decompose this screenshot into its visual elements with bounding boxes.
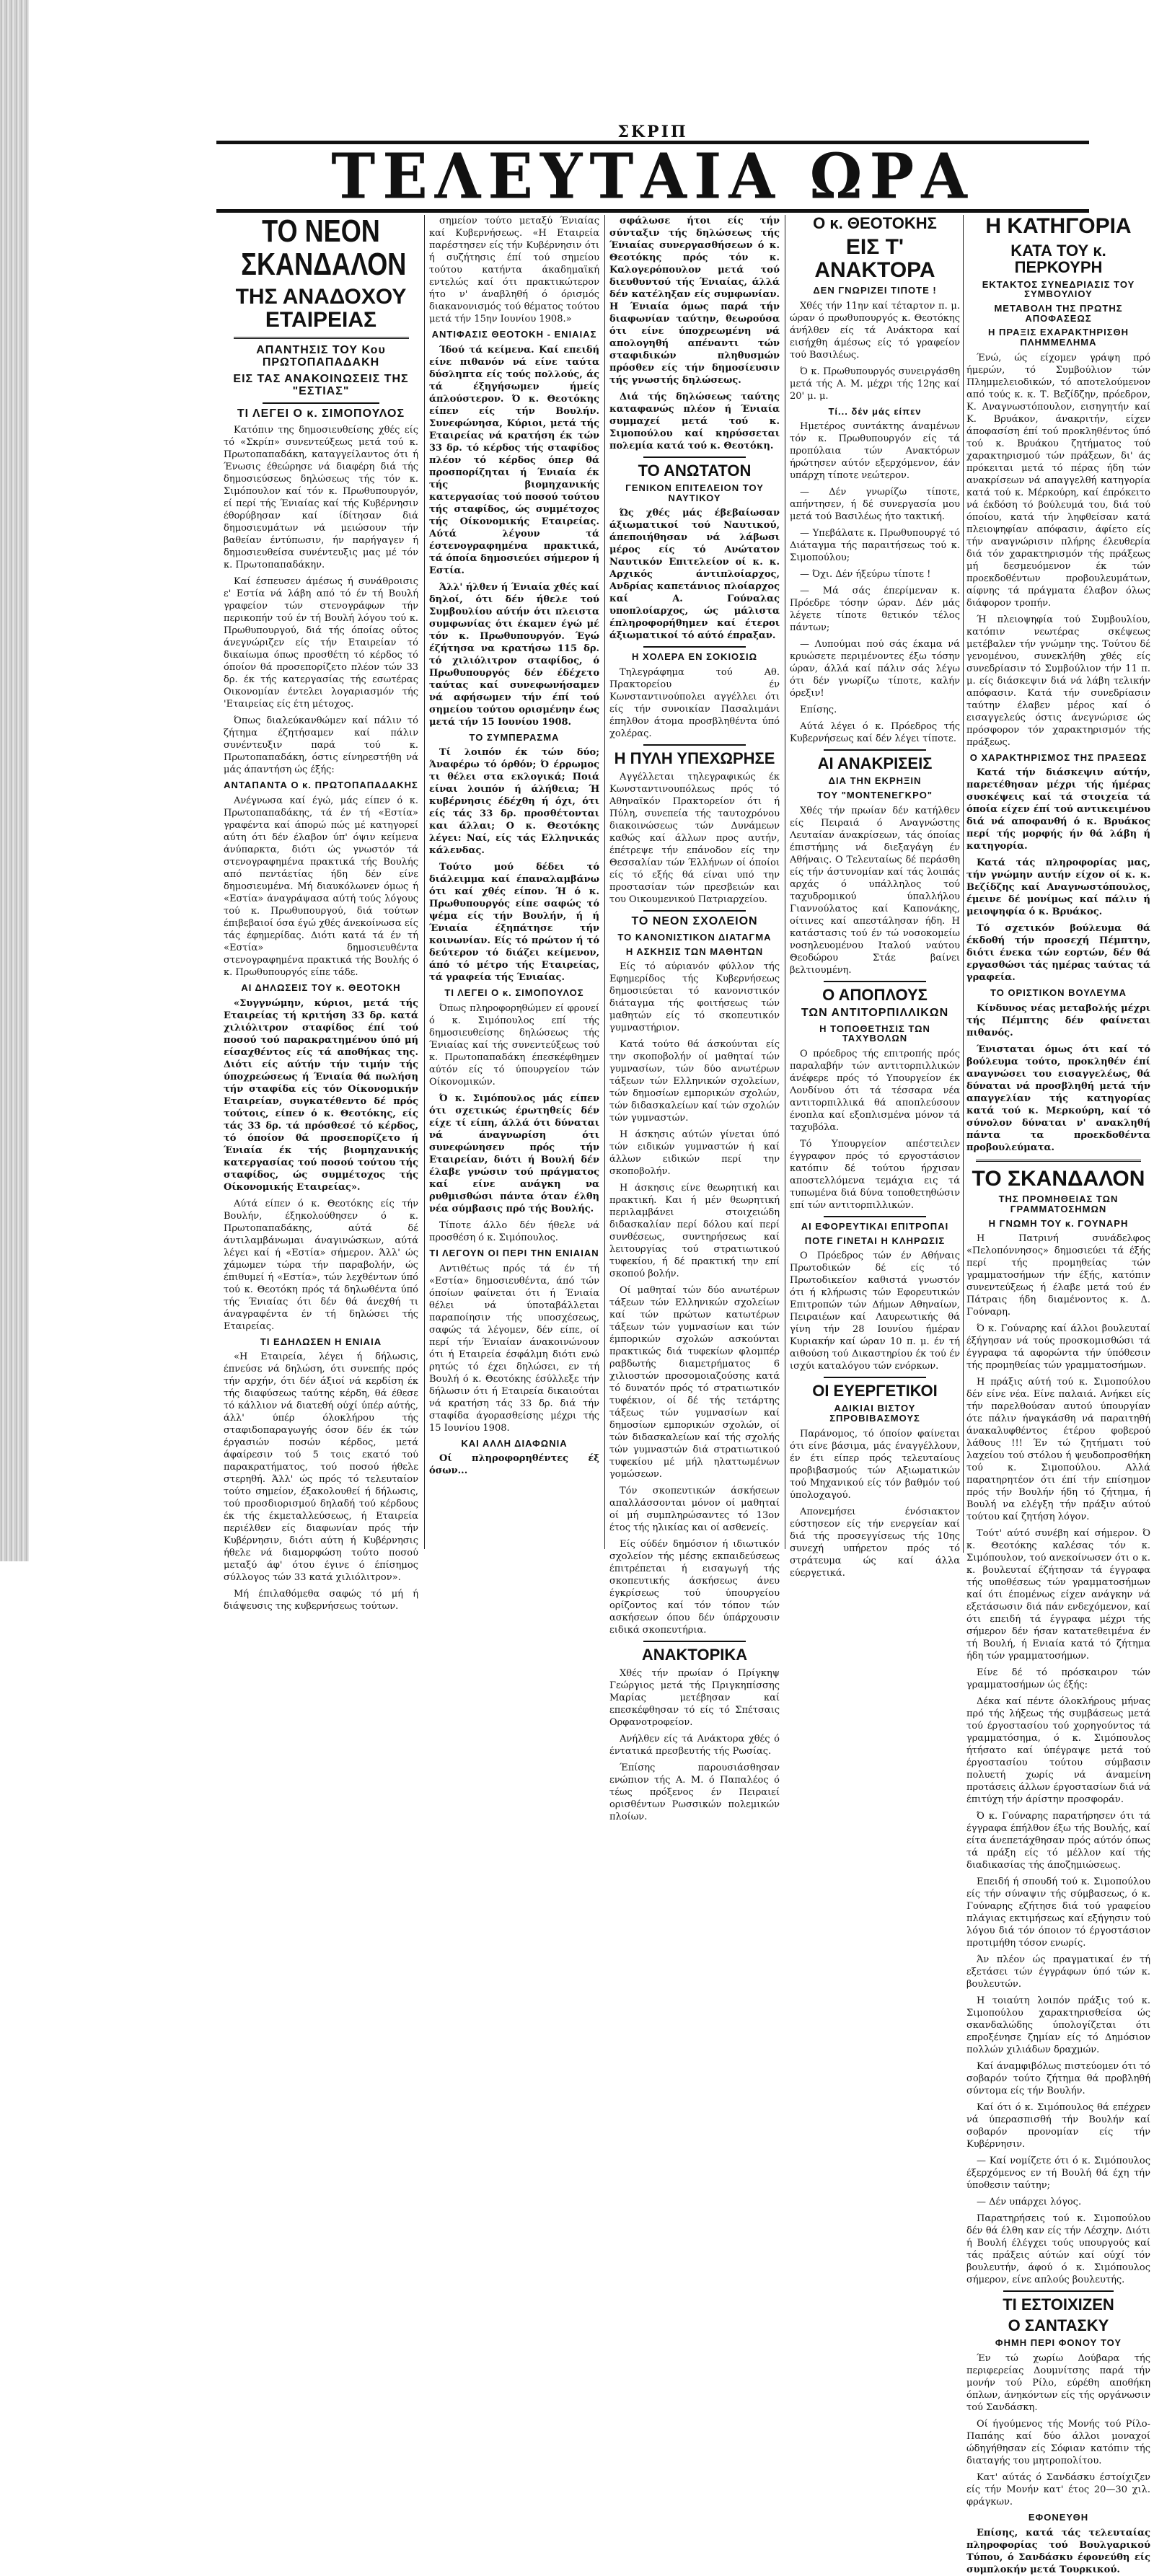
subhead: ΤΙ ΛΕΓΕΙ Ο κ. ΣΙΜΟΠΟΥΛΟΣ	[237, 407, 405, 420]
paragraph: Επειδή ή σπουδή τού κ. Σιμοπούλου είς τήν σύναψιν τής σύμβασεως, ό κ. Γούναρης εζήτησε διά τού γραφείου πλάγιας εκτιμήσεως καί εξήγησιν τού λόγου διά τόν όποιον τό έργοστάσιον προτιμήθη τόσον ενωρίς.	[966, 1876, 1150, 1949]
box-title: Ο ΧΑΡΑΚΤΗΡΙΣΜΟΣ ΤΗΣ ΠΡΑΞΕΩΣ	[969, 751, 1148, 763]
paragraph: Είς τό αύριανόν φύλλον τής Εφημερίδος τής Κυβερνήσεως δημοσιεύεται τό κανονιστικόν διάταγμα τής φοιτήσεως τών μαθητών είς τό σκοπευτικόν γυμναστήριον.	[609, 961, 780, 1034]
paragraph: Είνε δέ τό πρόσκαιρον τών γραμματοσήμων ώς έξής:	[966, 1667, 1150, 1691]
paragraph: Ο πρόεδρος τής επιτροπής πρός παραλαβήν τών αντιτορπιλλικών άνέφερε πρός τό Υπουργείον έκ Λονδίνου ότι τά τέσσαρα νέα αντιτορπιλλικά θά αποπλεύσουν ένοπλα καί εξοπλισμένα μόνον τά ταχυβόλα.	[790, 1048, 960, 1133]
subhead: ΤΗΣ ΠΡΟΜΗΘΕΙΑΣ ΤΩΝ ΓΡΑΜΜΑΤΟΣΗΜΩΝ	[998, 1194, 1119, 1214]
column-1	[224, 213, 418, 1613]
subhead: Η ΓΝΩΜΗ ΤΟΥ κ. ΓΟΥΝΑΡΗ	[988, 1217, 1129, 1229]
paragraph: Επίσης, κατά τάς τελευταίας πληροφορίας τού Βουλγαρικού Τύπου, ό Σανδάσκυ έφονεύθη είς συμπλοκήν μετά Τουρκικού.	[966, 2527, 1150, 2575]
subhead: ΑΝΤΙΦΑΣΙΣ ΘΕΟΤΟΚΗ - ΕΝΙΑΙΑΣ	[431, 329, 597, 340]
scan-edge	[0, 0, 29, 1561]
paragraph: Αντιθέτως πρός τά έν τή «Εστία» δημοσιευθέντα, άπό τών όποίων φαίνεται ότι ή Ένιαία θέλει νά ύποταβάλλεται παραποίησιν τής υποσχέσεως, σαφώς τά λέγομεν, δέν είπε, οί περί τήν Ένιαίαν άνακοινώνουν ότι ή Εταιρεία έσφάλμη διότι ενώ ρητώς τό έχει δηλώσει, εν τή Βουλή ό κ. Θεοτόκης έσύλλεξε τήν δήλωσιν ότι ή Εταιρεία δικαιούται νά κρατήση τάς 33 δρ. διά τήν σταφίδα άγορασθείσης μέχρι τής 15 Ιουνίου 1908.	[429, 1263, 599, 1434]
headline: ΑΙ ΕΦΟΡΕΥΤΙΚΑΙ ΕΠΙΤΡΟΠΑΙ	[801, 1220, 949, 1232]
paragraph: Ή πλειοψηφία τού Συμβουλίου, κατόπιν νεωτέρας σκέψεως μετέβαλεν τήν γνώμην της. Τούτου δέ γενομένου, συνεκλήθη χθές είς συνεδρίασιν τό Συμβούλιον τήν 11 π. μ. είς διάσκεψιν διά νά λάβη τελικήν απόφασιν. Κατά τήν συνεδρίασιν ταύτην έλαβεν μέρος καί ό εισαγγελεύς όστις άνεγνώρισε ώς πρόσφορον τόν χαρακτηρισμόν τής πράξεως.	[966, 614, 1150, 748]
banner-title: ΤΕΛΕΥΤΑΙΑ ΩΡΑ	[331, 140, 974, 213]
paragraph: Διά τής δηλώσεως ταύτης καταφανώς πλέον ή Ένιαία συμμαχεί μετά τού κ. Σιμοπούλου καί κηρύσσεται πολεμία κατά τού κ. Θεοτόκη.	[609, 392, 780, 451]
paragraph: Ένισταται όμως ότι καί τό βούλευμα τούτο, προκληθέν έπί αναγνώσει του εισαγγελέως, θά δύναται νά προσβληθή μετά τήν απαγγελίαν τής κατηγορίας κατά τού κ. Μερκούρη, καί τό σύνολον δύναται ν' ανακληθή πάντα τα προεκδοθέντα προβουλεύματα.	[966, 1044, 1150, 1153]
headline: Η ΧΟΛΕΡΑ ΕΝ ΣΟΚΙΟΣΙΩ	[631, 651, 757, 663]
paragraph: Οί μαθηταί τών δύο ανωτέρων τάξεων τών Ελληνικών σχολείων καί τών πρώτων κατωτέρων τάξεων τών γυμνασίων και τών έμπορικών σχολών ασκούνται πρακτικώς διά τυφεκίων φλομπέρ ραβδωτής διαμετρήματος 6 χιλιοστών προσομοιαζούσης κατά τό δυνατόν πρός τό στρατιωτικόν τυφέκιον, οί δέ τής τετάρτης τάξεως τών γυμνασίων καί δημοσίων εμπορικών σχολών, οί τών διδασκαλείων καί τής σχολής τών γυμναστών διά στρατιωτικού τυφεκίου μέ μήλ ηλαττωμένων γομώσεων.	[609, 1285, 780, 1481]
headline: ΤΟ ΣΚΑΝΔΑΛΟΝ	[972, 1166, 1145, 1191]
paragraph: Άν πλέον ώς πραγματικαί έν τή εξετάσει τών έγγράφων ύπό τών κ. βουλευτών.	[966, 1954, 1150, 1990]
divider	[824, 1377, 926, 1378]
paragraph: Αγγέλλεται τηλεγραφικώς έκ Κωνσταντινουπόλεως πρός τό Αθηναϊκόν Πρακτορείον ότι ή Πύλη, συνεπεία τής ταυτοχρόνου διακοινώσεως τών Δυνάμεων καθώς καί άλλων προς αυτήν, έπέτρεψε τήν επάνοδον είς την Θεσσαλίαν τών Έλλήνων οί όποίοι είς τό εξής θά είναι υπό την προστασίαν τών πρεσβειών και του Οικουμενικού Πατριαρχείου.	[609, 772, 780, 906]
paragraph: Χθές τήν πρωίαν δέν κατήλθεν είς Πειραιά ό Αναγνώστης Λευταίαν άνακρίσεων, τάς όποίας έπιστήμης νά διεξαγάγη έν Αθήναις. Ο Τελευταίως δέ περάσθη είς τήν άστυνομίαν καί τάς λοιπάς αρχάς ό υπάλληλος τού ταχυδρομικού ύπαλλήλου Γιαννούλατος καί Καπονάκης, οίτινες καί απεστάλησαν ήδη. Η κατάστασις τού έν τώ νοσοκομείω νοσηλευομένου Ιταλού ναύτου Θεοδώρου Στάε βαίνει βελτιουμένη.	[790, 805, 960, 976]
paragraph: Τόν σκοπευτικών άσκήσεων απαλλάσσονται μόνον οί μαθηταί οί μή συμπληρώσαντες τό 13ον έτος τής ηλικίας και οί ασθενείς.	[609, 1486, 780, 1534]
column-3	[609, 215, 780, 1823]
paragraph: Τό σχετικόν βούλευμα θά έκδοθή τήν προσεχή Πέμπτην, διότι ένεκα τών εορτών, δέν θά εργασθώσι τάς ημέρας ταύτας τά γραφεία.	[966, 923, 1150, 984]
paragraph: Τί λοιπόν έκ τών δύο; Άναφέρω τό όρθόν; Ό έρρωμος τι θέλει στα εκλογικά; Ποιά είναι λοιπόν ή άλήθεια; Ή κυβέρνησις έδέχθη ή όχι, ότι είς τάς 33 δρ. προσθέτονται και άλλαι; Ο κ. Θεοτόκης λέγει: Ναί, είς τάς Ελληνικάς κάλενδας.	[429, 747, 599, 857]
divider	[824, 749, 926, 751]
paragraph: — Όχι. Δέν ήξεύρω τίποτε !	[800, 569, 931, 581]
paragraph: Οί ήγούμενος τής Μονής τού Ρίλο-Παπάης καί δύο άλλοι μοναχοί ώδηγήθησαν είς Σόφιαν κατόπιν τής διαταγής του μητροπολίτου.	[966, 2419, 1150, 2467]
subhead: ΤΙ ΛΕΓΕΙ Ο κ. ΣΙΜΟΠΟΥΛΟΣ	[444, 987, 584, 999]
paragraph: Όπως πληροφορηθώμεν εί φρονεί ό κ. Σιμόπουλος επί τής δημοσιευθείσης δηλώσεως τής Ένιαίας καί τής συνεντεύξεως τού κ. Πρωτοπαπαδάκη έπεσκέφθημεν αύτόν είς τό ύπουργείον τών Οίκονομικών.	[429, 1002, 599, 1088]
paragraph: Τίποτε άλλο δέν ήθελε νά προσθέση ό κ. Σιμόπουλος.	[429, 1219, 599, 1243]
paragraph: Τούτ' αύτό συνέβη καί σήμερον. Ό κ. Θεοτόκης καλέσας τόν κ. Σιμόπουλον, τού ανεκοίνωσεν ότι ο κ. κ. βουλευταί έζήτησαν τά έγγραφα τής υποθέσεως τών γραμματοσήμων καί ότι έπομένως είχεν ανάγκην νά εξετάσωσιν διά πάν ενδεχόμενον, καί ότι επειδή τά έγγραφα μέχρι τής σήμερον δέν ήσαν κατατεθειμένα έν τή Βουλή, ή Ενιαία κατά τό ζήτημα ήδη τών γραμματοσήμων.	[966, 1528, 1150, 1662]
paragraph: Ημετέρος συντάκτης άναμένων τόν κ. Πρωθυπουργόν είς τά προπύλαια τών Ανακτόρων ήρώτησεν αύτόν εξερχόμενον, έάν υπάρχη τίποτε νεώτερον.	[790, 421, 960, 482]
paragraph: Κατά τούτο θά άσκούνται είς την σκοποβολήν οί μαθηταί τών γυμνασίων, τών δύο ανωτέρων τάξεων τών Ελληνικών σχολείων, τών δημοσίων εμπορικών σχολών, τών διδασκαλείων καί τών σχολών τών γυμναστών.	[609, 1039, 780, 1124]
paragraph: Ίδού τά κείμενα. Καί επειδή είνε πιθανόν νά είνε ταύτα δύσληπτα είς τούς πολλούς, άς τά έξηγήσωμεν ήμείς άπλούστερον. Ό κ. Θεοτόκης είπεν είς τήν Βουλήν. Συνεφώνησα, Κύριοι, μετά τής Εταιρείας νά κρατήση έκ τών 33 δρ. τό κέρδος τής σταφίδος πλέον τό κέρδος όπερ θά προσπορίζηται ή Ένιαία έκ τής βιομηχανικής κατεργασίας τού ποσού τούτου τής σταφίδος, ώς συμμέτοχος τής Οίκονομικής Εταιρείας. Αύτά λέγουν τά έστενογραφημένα πρακτικά, τά όποία δημοσιεύει σήμερον ή Εστία.	[429, 344, 599, 576]
paragraph: Καί έσπευσεν άμέσως ή συνάθροισις ε' Εστία νά λάβη από τό έν τή Βουλή γραφείον τών στενογράφων τήν περικοπήν τού έν τή Βουλή λόγου τού κ. Πρωθυπουργού, διά τής όποίας οΰτος άνεγνώριζεν είς τήν Εταιρείαν τό δικαίωμα όπως προσθέτη τό κέρδος τό όποίον θά προσεπορίζετο πλέον τών 33 δρ. έκ τής κατεργασίας τής εσωτέρας Οικονομίαν έντελει λογαριασμόν τής 'Εταιρείας είς έτη μέτοχος.	[224, 576, 418, 710]
divider	[1003, 2290, 1114, 2292]
subhead: ΑΙ ΔΗΛΩΣΕΙΣ ΤΟΥ κ. ΘΕΟΤΟΚΗ	[241, 982, 401, 993]
headline: Ο κ. ΘΕΟΤΟΚΗΣ	[813, 214, 937, 232]
subhead: Η ΤΟΠΟΘΕΤΗΣΙΣ ΤΩΝ ΤΑΧΥΒΟΛΩΝ	[819, 1023, 930, 1044]
subhead: ΤΙ ΛΕΓΟΥΝ ΟΙ ΠΕΡΙ ΤΗΝ ΕΝΙΑΙΑΝ	[429, 1247, 599, 1258]
paragraph: σφάλωσε ήτοι είς τήν σύνταξιν τής δηλώσεως τής Ένιαίας συνεργασθήσεων ό κ. Θεοτόκης πρός τόν κ. Καλογερόπουλον μετά τού διευθυντού τής Ένιαίας, άλλά δέν κατέληξαν είς συμφωνίαν. Η Ένιαία όμως παρά τήν διαφωνίαν ταύτην, θεωρούσα ότι είνε ύποχρεωμένη νά απολογηθή απέναντι τών σταφιδικών πληθυσμών πρόσθεν είς τήν δημοσίευσιν τής γνωστής δηλώσεως.	[609, 216, 780, 386]
subhead: ΑΔΙΚΙΑΙ ΒΙΣΤΟΥ ΣΠΡΟΒΙΒΑΣΜΟΥΣ	[829, 1403, 920, 1424]
banner	[216, 141, 1089, 213]
paragraph: Η άσκησις είνε θεωρητική και πρακτική. Και ή μέν θεωρητική περιλαμβάνει στοιχειώδη διδασκαλίαν περί δόλου καί περί συνθέσεως, συντηρήσεως καί λειτουργίας τού στρατιωτικού τυφεκίου, ή δέ πρακτική την επί σκοπού βολήν.	[609, 1183, 780, 1280]
paragraph: Κατ' αύτάς ό Σανδάσκυ έστοίχιζεν είς τήν Μονήν κατ' έτος 20—30 χιλ. φράγκων.	[966, 2472, 1150, 2508]
paragraph: Η άσκησις αύτών γίνεται ύπό τών ειδικών γυμναστών ή καί άλλων ειδικών περί την σκοποβολήν.	[609, 1129, 780, 1178]
paragraph: Όπως διαλεύκανθώμεν καί πάλιν τό ζήτημα έζητήσαμεν καί πάλιν συνέντευξιν παρά τού κ. Πρωτοπαπαδάκη, όστις είνηρεστήθη νά μάς άπαντήση ώς έξής:	[224, 715, 418, 776]
paragraph: Ό κ. Γούναρης καί άλλοι βουλευταί έξήγησαν νά τούς προσκομισθώσι τά έγγραφα τά αφορώντα τήν ύπόθεσιν τής προμηθείας τών γραμματοσήμων.	[966, 1323, 1150, 1372]
paragraph: Τό Υπουργείον απέστειλεν έγγραφον πρός τό εργοστάσιον κατόπιν δέ τούτου ήρχισαν αποστελλόμενα τεμάχια εις τά τυπωμένα διά δύνα τοποθετηθώσιν επί τών αντιτορπιλλικών.	[790, 1138, 960, 1211]
column-2	[429, 215, 599, 1553]
paragraph: Κατά τάς πληροφορίας μας, τήν γνώμην αυτήν είχον οί κ. κ. Βεζίδζης καί Αναγνωστόπουλος, έμεινε δέ μονίμως καί πάλιν ή μειοψηφία ό κ. Βρυάκος.	[966, 857, 1150, 918]
paragraph: Έπίσης παρουσιάσθησαν ενώπιον τής Α. Μ. ό Παπαλέος ό τέως πρόξενος έν Πειραιεί ορισθέντων Ρωσσικών πολεμικών πλοίων.	[609, 1763, 780, 1823]
masthead	[216, 123, 1089, 141]
headline: ΤΙ ΕΣΤΟΙΧΙΖΕΝ	[1003, 2295, 1114, 2314]
paragraph: — Υπεβάλατε κ. Πρωθυπουργέ τό Διάταγμα τής παραιτήσεως τού κ. Σιμοπούλου;	[790, 528, 960, 564]
paragraph: Τηλεγράφημα τού Αθ. Πρακτορείου έν Κωνσταντινούπολει αγγέλλει ότι είς τήν συνοικίαν Πασαλιμάνι έπηλθον άτομα προσβληθέντα ύπό χολέρας.	[609, 667, 780, 740]
paper-name: ΣΚΡΙΠ	[617, 123, 688, 141]
paragraph: — Δέν γνωρίζω τίποτε, απήντησεν, ή δέ συνεργασία μου μετά τού Βασιλέως ήτο τακτική.	[790, 487, 960, 523]
subhead: ΑΠΑΝΤΗΣΙΣ ΤΟΥ Κου ΠΡΩΤΟΠΑΠΑΔΑΚΗ	[256, 344, 386, 369]
paragraph: Κατόπιν της δημοσιευθείσης χθές είς τό «Σκρίπ» συνεντεύξεως μετά τού κ. Πρωτοπαπαδάκη, καταγγείλαντος ότι ή Ένωσις έθεώρησε νά διαφέρη διά τής δημοσιεύσεως δηλώσεως τής τόν κ. Σιμόπουλον καί τόν κ. Πρωθυπουργόν, εί περί τής Ένιαίας καί τής Κυβέρνησιν έθορύβησαν καί ίδίτησαν διά δημοσιευμάτων νά μειώσουν τήν βαθείαν έντύπωσιν, ήν παρήγαγεν ή δημοσιευθείσα συνέντευξις μας μέ τόν κ. Πρωτοπαπαδάκην.	[224, 425, 418, 571]
paragraph: Ό κ. Σιμόπουλος μάς είπεν ότι σχετικώς έρωτηθείς δέν είχε τί είπη, άλλά ότι δύναται νά άναγνωρίση ότι συνεφώνησεν πρός τήν Εταιρείαν, διότι ή Βουλή δέν έλαβε γνώσιν τού πράγματος καί είνε ανάγκη να ρυθμισθώσι πάντα όταν έλθη νέα σύμβασις πρό τής Βουλής.	[429, 1093, 599, 1214]
column-rule	[963, 215, 964, 1553]
divider	[643, 646, 746, 648]
column-4	[790, 214, 960, 1579]
divider	[643, 1641, 746, 1642]
headline: ΤΟ ΑΝΩΤΑΤΟΝ	[638, 462, 752, 480]
subhead: ΤΟ ΟΡΙΣΤΙΚΟΝ ΒΟΥΛΕΥΜΑ	[990, 987, 1127, 999]
headline: ΤΩΝ ΑΝΤΙΤΟΡΠΙΛΛΙΚΩΝ	[801, 1006, 949, 1019]
subhead: ΓΕΝΙΚΟΝ ΕΠΙΤΕΛΕΙΟΝ ΤΟΥ ΝΑΥΤΙΚΟΥ	[625, 482, 764, 503]
headline: ΑΙ ΑΝΑΚΡΙΣΕΙΣ	[817, 754, 933, 773]
paragraph: Ό κ. Γούναρης παρατήρησεν ότι τά έγγραφα έπήλθον έξω τής Βουλής, καί είτα άνεπετάχθησαν πρός αύτόν όπως τά πράξη είς τό μέλλον καί τής διαδικασίας τής άποζημιώσεως.	[966, 1811, 1150, 1871]
subhead: ΕΚΤΑΚΤΟΣ ΣΥΝΕΔΡΙΑΣΙΣ ΤΟΥ ΣΥΜΒΟΥΛΙΟΥ	[982, 278, 1135, 300]
paragraph: Απονεμήσει ένόσιακτον εύστησεον είς τήν ενεργείαν καί διά τής προσεγγίσεως τής 10ης συνεχή υπήρετον πρός τό στράτευμα ώς καί άλλα εύεργετικά.	[790, 1506, 960, 1579]
paragraph: — Μά σάς έπερίμεναν κ. Πρόεδρε τόσην ώραν. Δέν μάς λέγετε τίποτε θετικόν τέλος πάντων;	[790, 586, 960, 634]
subhead: ΤΟ ΚΑΝΟΝΙΣΤΙΚΟΝ ΔΙΑΤΑΓΜΑ	[617, 931, 772, 943]
headline: Ο ΣΑΝΤΑΣΚΥ	[1008, 2316, 1109, 2335]
paragraph: Ένώ, ώς είχομεν γράψη πρό ήμερών, τό Συμβούλιον τών Πλημμελειοδικών, τό αποτελούμενον από τούς κ. κ. Τ. Βεζίδζην, πρόεδρον, Κ. Αναγνωστόπουλον, εισηγητήν καί Κ. Βρυάκον, άνακριτήν, είχεν άποφασίση έπί τού προκληθέντος ύπό τού κ. Βρυάκου ζητήματος τού χαρακτηρισμού τών πράξεων, δι' άς πρόκειται μετά τό πέρας ήδη τών ανακρίσεων νά απαγγελθή κατηγορία κατά τού κ. Μέρκούρη, καί έπρόκειτο νά έκδόση τό βούλευμά του, διά τού όποίου, κατά τήν ληφθείσαν κατά πλειοψηφίαν απόφασιν, άφίετο είς τήν αναγνώρισιν πλήρης έλευθερία διά τόν χαρακτηρισμόν τής πράξεως μή δεσμευόμενον έκ τών προεκδοθέντων προβουλευμάτων, αίφνης τά πράγματα έλαβον όλως διάφορον τροπήν.	[966, 352, 1150, 609]
paragraph: Η τοιαύτη λοιπόν πράξις τού κ. Σιμοπούλου χαρακτηρισθείσα ώς σκανδαλώδης ύπολογίζεται ότι επροξένησε ζημίαν είς τό Δημόσιον πολλών χιλιάδων δραχμών.	[966, 1995, 1150, 2056]
paragraph: Κίνδυνος νέας μεταβολής μέχρι τής Πέμπτης δέν φαίνεται πιθανός.	[966, 1002, 1150, 1038]
subhead: Τί... δέν μάς είπεν	[828, 405, 922, 417]
subhead: ΦΗΜΗ ΠΕΡΙ ΦΟΝΟΥ ΤΟΥ	[995, 2337, 1122, 2349]
subhead: ΔΕΝ ΓΝΩΡΙΖΕΙ ΤΙΠΟΤΕ !	[813, 285, 937, 296]
headline: Η ΠΥΛΗ ΥΠΕΧΩΡΗΣΕ	[614, 749, 775, 768]
paragraph: — Λυπούμαι πού σάς έκαμα νά κρυώσετε περιμένοντες έξω τόσην ώραν, άλλά καί πάλιν σάς λέγω ότι δέν γνωρίζω τίποτε, καλήν όρεξιν!	[790, 639, 960, 700]
paragraph: σημείον τούτο μεταξύ Ένιαίας καί Κυβερνήσεως. «Η Εταιρεία παρέστησεν είς τήν Κυβέρνησιν ότι ή συζήτησις έπί τού σημείου τούτου κατήντα άκαδημαϊκή εντελώς καί ότι πρακτικώτερον ήτο ν' άναβληθή ό όρισμός διακανονισμός τού θέματος τούτου μετά τήν 15ην Ιουνίου 1908.»	[429, 216, 599, 325]
paragraph: Καί ότι ό κ. Σιμόπουλος θά επέχρεν νά ύπερασπισθή τήν Βουλήν καί σοβαρόν προνομίαν είς τήν Κυβέρνησιν.	[966, 2102, 1150, 2151]
divider	[263, 402, 379, 404]
headline: ΤΗΣ ΑΝΑΔΟΧΟΥ ΕΤΑΙΡΕΙΑΣ	[235, 285, 407, 332]
paragraph: Επίσης.	[800, 705, 837, 716]
paragraph: Καί άναμφιβόλως πιστεύομεν ότι τό σοβαρόν τούτο ζήτημα θά προβληθή σύντομα είς τήν Βουλήν.	[966, 2061, 1150, 2097]
paragraph: Μή έπιλαθόμεθα σαφώς τό μή ή διάψευσις της κυβερνήσεως τούτων.	[224, 1589, 418, 1613]
subhead: ΕΙΣ ΤΑΣ ΑΝΑΚΟΙΝΩΣΕΙΣ ΤΗΣ "ΕΣΤΙΑΣ"	[233, 372, 409, 397]
paragraph: Παρατηρήσεις τού κ. Σιμοπούλου δέν θά έλθη καν είς τήν Λέσχην. Διότι ή Βουλή έλέγχει τούς υπουργούς καί τάς πράξεις αύτών καί ούχί τόν βουλευτήν, άφού ό κ. Σιμόπουλος σήμερον, είνε απλούς βουλευτής.	[966, 2213, 1150, 2286]
subhead: ΑΝΤΑΠΑΝΤΑ Ο κ. ΠΡΩΤΟΠΑΠΑΔΑΚΗΣ	[224, 780, 418, 791]
divider	[643, 456, 746, 458]
subhead: ΤΙ ΕΔΗΛΩΣΕΝ Η ΕΝΙΑΙΑ	[260, 1336, 382, 1347]
headline: Ο ΑΠΟΠΛΟΥΣ	[822, 985, 928, 1004]
paragraph: Τούτο μού δέδει τό διάλειμμα καί έπαναλαμβάνω ότι καί χθές είπον. Ή ό κ. Πρωθυπουργός είπε σαφώς τό ψέμα είς τήν Βουλήν, ή ή Ένιαία έξηπάτησε τήν κοινωνίαν. Είς τό πρώτον ή τό δεύτερον τό διάζει κείμενον, άπό τό μέτρο τής Εταιρείας, τά γραφεία τής Ένιαίας.	[429, 862, 599, 984]
paragraph: Η πράξις αύτή τού κ. Σιμοπούλου δέν είνε νέα. Είνε παλαιά. Ανήκει είς τήν παρελθούσαν αυτού ύπουργίαν ότε πάλιν ήναγκάσθη νά παραιτηθή άνακαλυφθέντος έτέρου φοβερού λάθους !!! Έν τώ ζητήματι τού λαχείου τού στόλου ή ψευδοπροσθήκη τού κ. Σιμοπούλου. Αλλά παρατηρητέον ότι έπί τήν επίσημον πρός τήν Βουλήν ήδη τό ζήτημα, ή Βουλή να ελέγξη τήν πράξιν αύτού τούτου καί ζητήση λόγον.	[966, 1377, 1150, 1523]
paragraph: Η Πατρινή συνάδελφος «Πελοπόννησος» δημοσιεύει τά έξής περί τής προμηθείας τών γραμματοσήμων τήν έξής, κατόπιν συνεντεύξεως ή έλαβε μετά τού έν Πάτραις ήδη διαμένοντος κ. Δ. Γούναρη.	[966, 1233, 1150, 1318]
paragraph: Κατά τήν διάσκεψιν αύτήν, παρετέθησαν μέχρι τής ήμέρας συσκέψεις καί τά στοιχεία τά όποία είχεν έπί τού αντικειμένου διά νά αποφανθή ό κ. Βρυάκος περί τής μορφής ήν θά λάβη ή κατηγορία.	[966, 767, 1150, 852]
paragraph: Αύτά είπεν ό κ. Θεοτόκης είς τήν Βουλήν, έξηκολούθησεν ό κ. Πρωτοπαπαδάκης, αύτά δέ άντιλαμβάνωμαι άναγινώσκων, αύτά λέγει καί ή «Εστία» σήμερον. Άλλ' ώς χάμωμεν τώρα τήν παραβολήν, ώς έπιθυμεί ή «Εστία», τών λεχθέντων ύπό τού κ. Θεοτόκη πρός τά δηλωθέντα ύπό τής Ένιαίας ότι δέν θά άνεχθή τι άναγραφέντα έν τή δηλώσει τής Εταιρείας.	[224, 1198, 418, 1332]
paragraph: Ώς χθές μάς έβεβαίωσαν άξιωματικοί τού Ναυτικού, άπεποιήθησαν νά λάβωσι μέρος είς τό Ανώτατον Ναυτικόν Επιτελείον οί κ. κ. Αρχικός άντιπλοίαρχος, Ανδρίας καπετάνιος πλοίαρχος καί Α. Γούναλας υποπλοίαρχος, ώς μάλιστα έπληροφορήθημεν καί έτεροι άξιωματικοί τό αύτό έπραξαν.	[609, 508, 780, 642]
paragraph: «Η Εταιρεία, λέγει ή δήλωσις, έπνεύσε νά δηλώση, ότι συνεπής πρός τήν αρχήν, ότι δέν άξιοί νά κερδίση έκ τής διαφύσεως ταύτης κέρδη, θά έθεσε τό κάλλιον νά διατεθή ούχί ύπέρ αύτής, άλλ' ύπέρ όλοκλήρου τής σταφιδοπαραγωγής όσον δέν έκ τών έργασιών ποσών κέρδος, μετά άφαίρεσιν τού 5 τοις εκατό τού παρακρατήματος, τού ποσού ήθελε στερηθή. Άλλ' ώς πρός τό τελευταίον τούτο σημείον, έξακολουθεί ή δήλωσις, τού προσδιορισμού δηλαδή τού κέρδους έκ τής έκμεταλλεύσεως, ή Εταιρεία περιέλθεν είς διαφωνίαν πρός τήν Κυβέρνησιν, διότι αύτη ή Κυβέρνησις ήθελε νά διαμορφώση τούτο ποσού μεταξύ άφ' ότου έγινε ό έπίσημος σύλλογος τών 33 κατά χιλιόλιτρον».	[224, 1351, 418, 1584]
paragraph: Άλλ' ήλθεν ή Ένιαία χθές καί δηλοί, ότι δέν ήθελε τού Συμβουλίου αύτήν ότι πλειστα συμφωνίας ότι έκαμεν έγώ μέ τόν κ. Πρωθυπουργόν. Έγώ έζήτησα να κρατήσω 115 δρ. τό χιλιόλιτρον σταφίδος, ό Πρωθυπουργός δέν έδέχετο ταύτας καί συνεφωνήσαμεν νά αφήσωμεν τήν έπί τού σημείου τούτου ορισμένην έως μετά τήν 15 Ιουνίου 1908.	[429, 581, 599, 728]
paragraph: Ό κ. Πρωθυπουργός συνειργάσθη μετά τής Α. Μ. μέχρι τής 12ης καί 20' μ. μ.	[790, 366, 960, 402]
paragraph: Ο Πρόεδρος τών έν Αθήναις Πρωτοδικών δέ είς τό Πρωτοδικείον καθιστά γνωστόν ότι ή κλήρωσις τών Εφορευτικών Επιτροπών τών Δήμων Αθηναίων, Πειραιέων καί Λαυρεωτικής θά γίνη τήν 28 Ιουνίου ήμέραν Κυριακήν καί ώραν 10 π. μ. έν τή αιθούση τού Δικαστηρίου έκ τού έν ισχύι καταλόγου τών ενόρκων.	[790, 1250, 960, 1372]
paragraph: Ανήλθεν είς τά Ανάκτορα χθές ό έντατικά πρεσβευτής τής Ρωσίας.	[609, 1734, 780, 1757]
subhead: Η ΑΣΚΗΣΙΣ ΤΩΝ ΜΑΘΗΤΩΝ	[625, 945, 764, 957]
paragraph: Παράνομος, τό όποίον φαίνεται ότι είνε βάσιμα, μάς έναγγέλλουν, έν έτι είπερ πρός τελευταίους προβιβασμούς τών Αξιωματικών τού Μηχανικού είς τόν βαθμόν τού ύπολοχαγού.	[790, 1428, 960, 1501]
subhead: ΔΙΑ ΤΗΝ ΕΚΡΗΞΙΝ	[828, 775, 922, 787]
subhead: ΤΟΥ "ΜΟΝΤΕΝΕΓΚΡΟ"	[816, 790, 933, 801]
divider	[643, 744, 746, 746]
paragraph: Χθές τήν πρωίαν ό Πρίγκηψ Γεώργιος μετά τής Πριγκηπίσσης Μαρίας μετέβησαν καί επεσκέφθησαν τό είς τό Σπέτσαις Ορφανοτροφείον.	[609, 1668, 780, 1729]
headline: Η ΚΑΤΗΓΟΡΙΑ	[985, 214, 1132, 238]
subhead: ΚΑΙ ΑΛΛΗ ΔΙΑΦΩΝΙΑ	[461, 1437, 568, 1449]
subhead: ΠΟΤΕ ΓΙΝΕΤΑΙ Η ΚΛΗΡΩΣΙΣ	[804, 1235, 946, 1246]
subhead: Η ΠΡΑΞΙΣ ΕΧΑΡΑΚΤΗΡΙΣΘΗ ΠΛΗΜΜΕΛΗΜΑ	[988, 327, 1129, 348]
headline: ΟΙ ΕΥΕΡΓΕΤΙΚΟΙ	[812, 1382, 938, 1401]
headline: ΑΝΑΚΤΟΡΙΚΑ	[641, 1646, 748, 1664]
headline: ΕΙΣ Τ' ΑΝΑΚΤΟΡΑ	[814, 235, 935, 282]
divider	[643, 910, 746, 912]
divider	[824, 981, 926, 982]
column-5	[966, 214, 1150, 2575]
paragraph: Αύτά λέγει ό κ. Πρόεδρος τής Κυβερνήσεως καί δέν λέγει τίποτε.	[790, 721, 960, 745]
headline: ΚΑΤΑ ΤΟΥ κ. ΠΕΡΚΟΥΡΗ	[1010, 241, 1106, 276]
subhead: ΤΟ ΣΥΜΠΕΡΑΣΜΑ	[469, 731, 560, 743]
paragraph: «Συγγνώμην, κύριοι, μετά τής Εταιρείας τή κριτήση 33 δρ. κατά χιλιόλιτρον σταφίδος έπί τού ποσού τού παρακρατημένου ύπό μή είσαχθέντος είς τά αποθήκας της. Διότι είς αύτήν τήν τιμήν τής ύποχρεώσεως ή Ένιαία θά πωλήση τήν σταφίδα είς τόν Οίκονομικήν Εταιρείαν, συγκατέθεντο δέ πρός τούτοις, είπεν ό κ. Θεοτόκης, είς τάς 33 δρ. τά πρόσθεσέ τό κέρδος, τό όποίον θά προσεπορίζετο ή Ένιαία έκ τής βιομηχανικής κατεργασίας τού ποσού τούτου τής σταφίδος, ώς συμμέτοχος τής Οίκονομικής Εταιρείας».	[224, 997, 418, 1193]
paragraph: Χθές τήν 11ην καί τέταρτον π. μ. ώραν ό πρωθυπουργός κ. Θεοτόκης άνήλθεν είς τά Ανάκτορα καί εισήχθη άμέσως είς τό γραφείον τού Βασιλέως.	[790, 300, 960, 361]
paragraph: Είς ούδέν δημόσιον ή ιδιωτικόν σχολείον τής μέσης εκπαιδεύσεως έπιτρέπεται ή εισαγωγή τής σκοπευτικής άσκήσεως άνευ έγκρίσεως τού ύπουργείου ορίζοντος καί τόν τόπον τών ασκήσεων όπου δέν ύπάρχουσιν ειδικά σκοπευτήρια.	[609, 1539, 780, 1636]
paragraph: Οί πληροφορηθέντες έξ όσων...	[429, 1453, 599, 1477]
headline: ΤΟ ΝΕΟΝ ΣΚΑΝΔΑΛΟΝ	[241, 213, 407, 283]
divider	[824, 1216, 926, 1217]
paragraph: Δέκα καί πέντε όλοκλήρους μήνας πρό τής λήξεως τής συμβάσεως μετά τού έργοστασίου τού χορηγούντος τά γραμματόσημα, ό κ. Σιμόπουλος ήτήσατο καί ύπέγραψε μετά τού έργοστασίου τούτου σύμβασιν πολυετή χωρίς νά άναμείνη προτάσεις άλλων έργοστασίων διά νά έπιτύχη τήν άρίστην προσφοράν.	[966, 1696, 1150, 1806]
headline: ΤΟ ΝΕΟΝ ΣΧΟΛΕΙΟΝ	[631, 915, 758, 928]
column-rule	[604, 215, 605, 1549]
column-rule	[424, 215, 425, 1549]
subhead: ΕΦΟΝΕΥΘΗ	[1028, 2512, 1089, 2523]
divider	[234, 337, 409, 339]
paragraph: — Καί νομίζετε ότι ό κ. Σιμόπουλος έξερχόμενος εν τή Βουλή θά έχη τήν ύποθεσιν ταύτην;	[966, 2156, 1150, 2192]
paragraph: Ανέγνωσα καί έγώ, μάς είπεν ό κ. Πρωτοπαπαδάκης, τά έν τή «Εστία» γραφέντα καί άπορώ πώς μέ κατηγορεί αύτη ότι δέν έλαβον ύπ' όψιν κείμενα άνύπαρκτα, διότι ώς γνωστόν τά στενογραφημένα πρακτικά τής Βουλής από πεντάετίας ήδη δέν είνε δημοσιευμένα. Μή διαυκόλωνεν όμως ή «Εστία» άναγράψασα αύτή τούς λόγους τού κ. Πρωθυπουργού, διά τούτων έπιβεβαιοί όσα έγώ χθές άνεκοίνωσα είς τάς έφημερίδας. Διότι κατά τά έν τή «Εστία» δημοσιευθέντα στενογραφημένα πρακτικά τής Βουλής ό κ. Πρωθυπουργός είπε τάδε.	[224, 795, 418, 978]
divider	[976, 1160, 1142, 1162]
paragraph: — Δέν υπάρχει λόγος.	[977, 2197, 1082, 2208]
subhead: ΜΕΤΑΒΟΛΗ ΤΗΣ ΠΡΩΤΗΣ ΑΠΟΦΑΣΕΩΣ	[994, 302, 1123, 324]
paragraph: Έν τώ χωρίω Δούβαρα τής περιφερείας Δουμνίτσης παρά τήν μονήν τού Ρίλο, εύρέθη αποθήκη όπλων, άνηκόντων είς τής οργάνωσιν τού Σανδάσκη.	[966, 2353, 1150, 2414]
